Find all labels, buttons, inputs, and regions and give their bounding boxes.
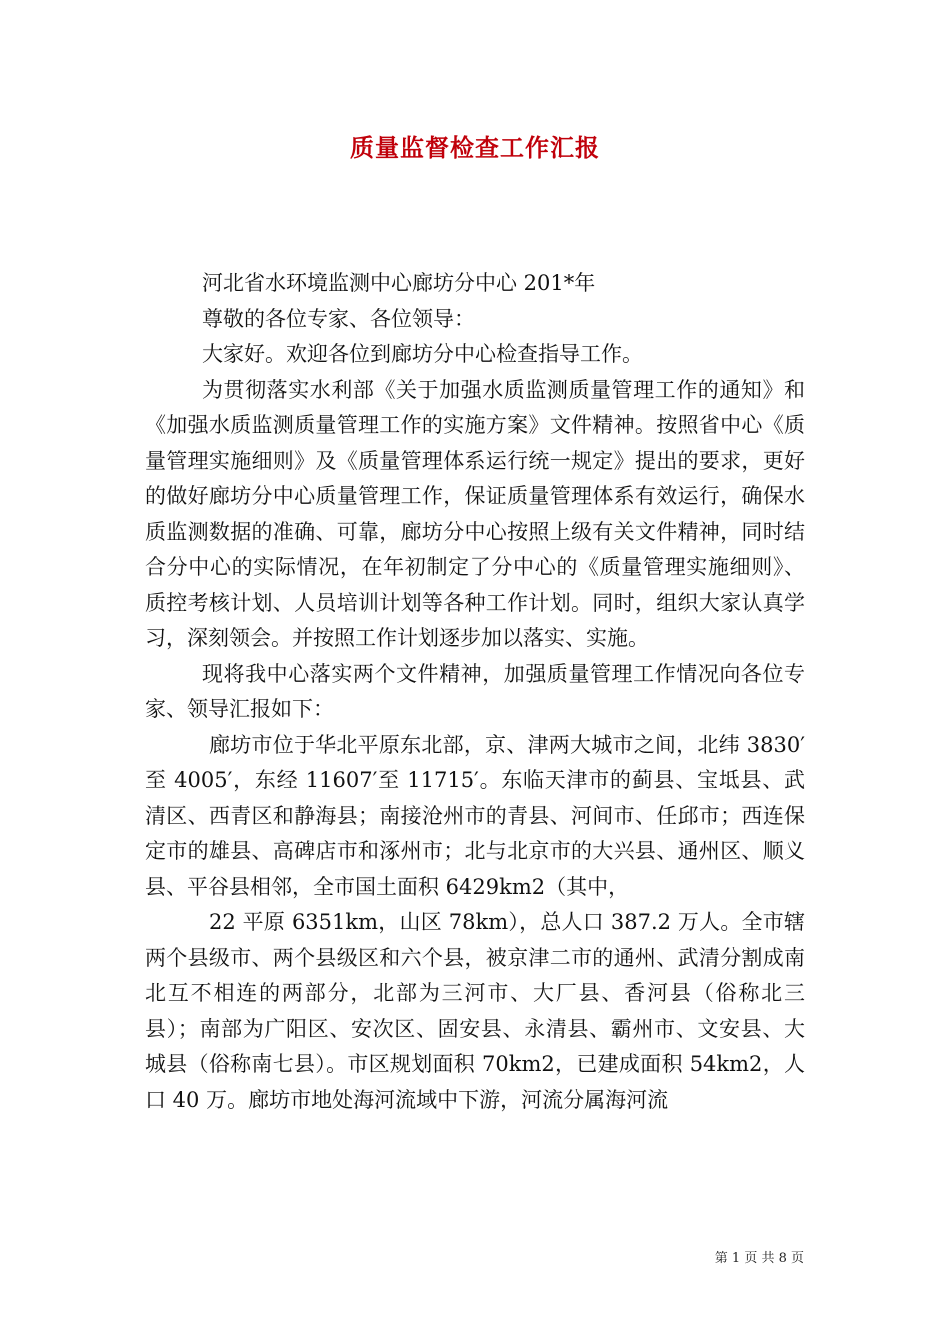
paragraph-organization: 河北省水环境监测中心廊坊分中心 201*年 xyxy=(202,271,596,295)
paragraph-greeting: 大家好。欢迎各位到廊坊分中心检查指导工作。 xyxy=(202,342,643,366)
paragraph-population: 22 平原 6351km，山区 78km），总人口 387.2 万人。全市辖两个县级市、两个县级区和六个县，被京津二市的通州、武清分割成南北互不相连的两部分，北部为三河市、大厂县、香河县（俗称北三县）；南部为广阳区、安次区、固安县、永清县、霸州市、文安县、大城县（俗称南七县）。市区规划面积 70km2，已建成面积 54km2，人口 40 万。廊坊市地处海河流域中下游，河流分属海河流 xyxy=(145,910,805,1112)
paragraph-geography: 廊坊市位于华北平原东北部，京、津两大城市之间，北纬 3830′至 4005′，东经 11607′至 11715′。东临天津市的蓟县、宝坻县、武清区、西青区和静海县；南接沧州市的青县、河间市、任邱市；西连保定市的雄县、高碑店市和涿州市；北与北京市的大兴县、通州区、顺义县、平谷县相邻，全市国土面积 6429km2（其中， xyxy=(145,732,805,899)
document-body xyxy=(145,266,805,1118)
paragraph-salutation: 尊敬的各位专家、各位领导： xyxy=(202,306,475,331)
page-number: 第 1 页 共 8 页 xyxy=(714,1251,804,1266)
paragraph-report-intro: 现将我中心落实两个文件精神，加强质量管理工作情况向各位专家、领导汇报如下： xyxy=(145,661,805,721)
paragraph-background: 为贯彻落实水利部《关于加强水质监测质量管理工作的通知》和《加强水质监测质量管理工作的实施方案》文件精神。按照省中心《质量管理实施细则》及《质量管理体系运行统一规定》提出的要求，更好的做好廊坊分中心质量管理工作，保证质量管理体系有效运行，确保水质监测数据的准确、可靠，廊坊分中心按照上级有关文件精神，同时结合分中心的实际情况，在年初制定了分中心的《质量管理实施细则》、质控考核计划、人员培训计划等各种工作计划。同时，组织大家认真学习，深刻领会。并按照工作计划逐步加以落实、实施。 xyxy=(145,377,805,650)
document-title: 质量监督检查工作汇报 xyxy=(350,133,600,162)
